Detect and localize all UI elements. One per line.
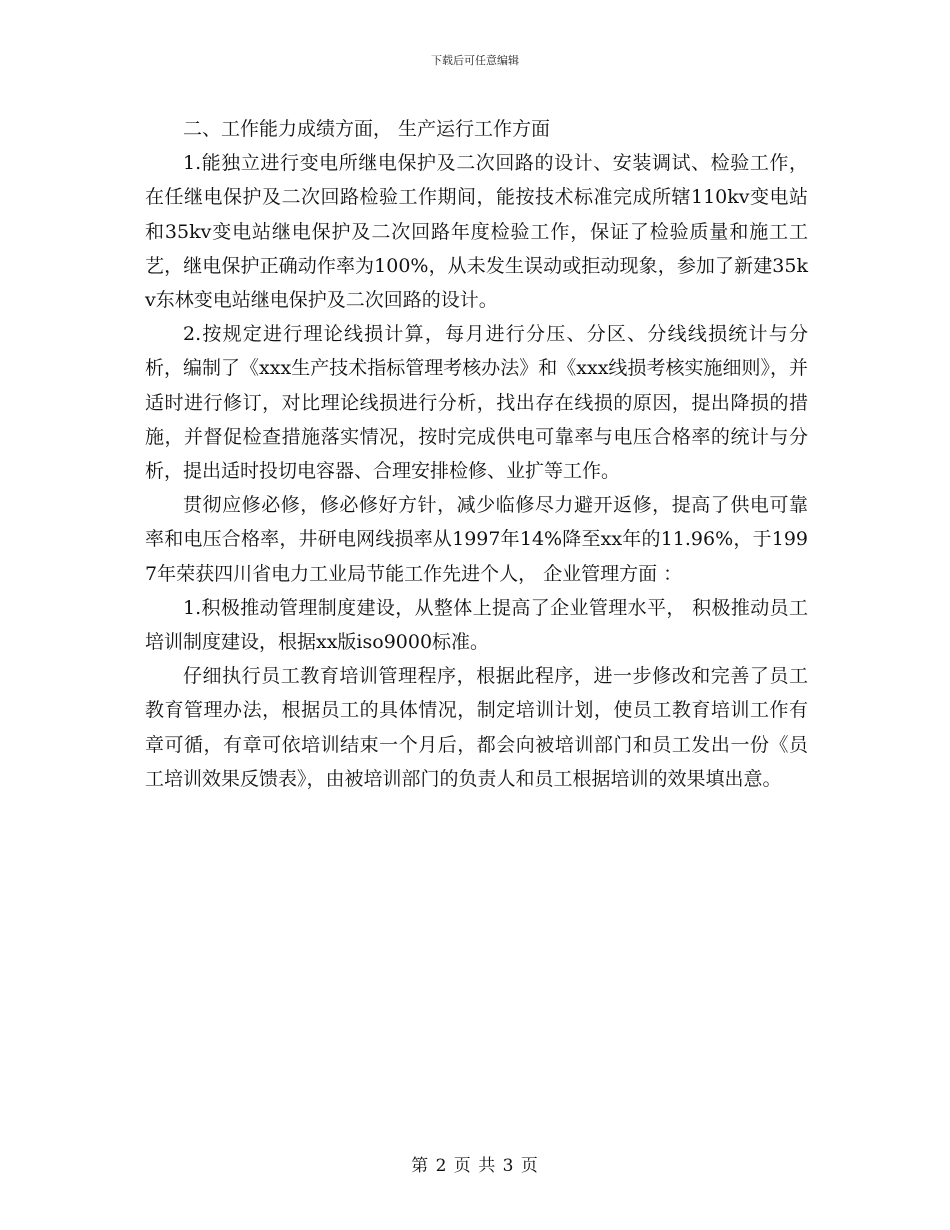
- section-heading: 二、工作能力成绩方面， 生产运行工作方面: [183, 118, 551, 140]
- paragraph-maintenance: 贯彻应修必修，修必修好方针，减少临修尽力避开返修，提高了供电可靠率和电压合格率，井研电网线损率从1997年14%降至xx年的11.96%，于1997年荣获四川省电力工业局节能工作先进个人， 企业管理方面 ：: [145, 494, 808, 585]
- paragraph-management-system: 1.积极推动管理制度建设，从整体上提高了企业管理水平， 积极推动员工培训制度建设，根据xx版iso9000标准。: [145, 596, 808, 654]
- document-body: [145, 112, 808, 796]
- paragraph-relay-protection: 1.能独立进行变电所继电保护及二次回路的设计、安装调试、检验工作，在任继电保护及二次回路检验工作期间，能按技术标准完成所辖110kv变电站和35kv变电站继电保护及二次回路年度检验工作，保证了检验质量和施工工艺，继电保护正确动作率为100%，从未发生误动或拒动现象，参加了新建35kv东林变电站继电保护及二次回路的设计。: [145, 152, 808, 312]
- page-header: 下载后可任意编辑: [431, 54, 519, 67]
- paragraph-training: 仔细执行员工教育培训管理程序，根据此程序，进一步修改和完善了员工教育管理办法，根据员工的具体情况，制定培训计划，使员工教育培训工作有章可循，有章可依培训结束一个月后，都会向被培训部门和员工发出一份《员工培训效果反馈表》，由被培训部门的负责人和员工根据培训的效果填出意。: [145, 665, 808, 790]
- page-number: 第 2 页 共 3 页: [411, 1156, 539, 1176]
- paragraph-line-loss: 2.按规定进行理论线损计算，每月进行分压、分区、分线线损统计与分析，编制了《xxx生产技术指标管理考核办法》和《xxx线损考核实施细则》，并适时进行修订，对比理论线损进行分析，找出存在线损的原因，提出降损的措施，并督促检查措施落实情况，按时完成供电可靠率与电压合格率的统计与分析，提出适时投切电容器、合理安排检修、业扩等工作。: [145, 323, 808, 483]
